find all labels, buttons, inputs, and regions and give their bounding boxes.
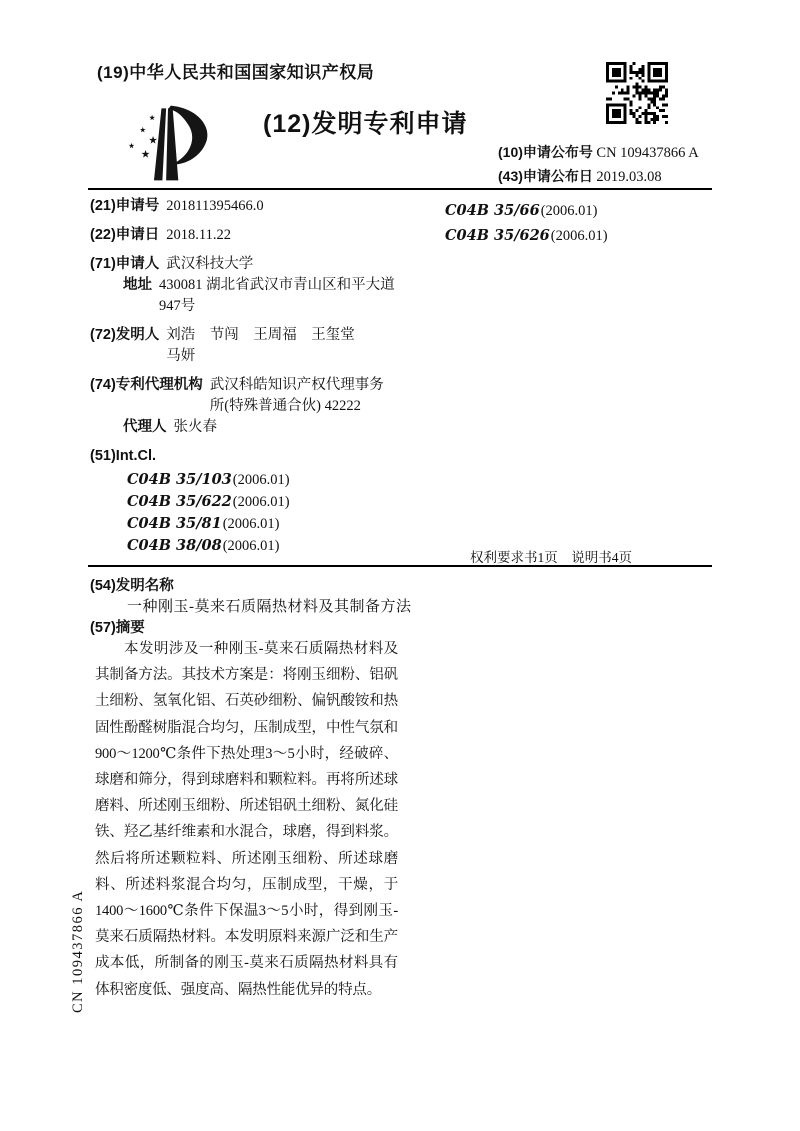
pub-date-label: (43)申请公布日 <box>498 168 593 184</box>
agent-value: 张火春 <box>173 419 217 435</box>
agent-label: 代理人 <box>123 419 167 435</box>
ipc-code: C04B 38/08 <box>127 537 222 554</box>
ipc-version: (2006.01) <box>550 227 608 244</box>
application-number-row <box>90 196 422 217</box>
publication-number-row <box>498 141 699 165</box>
inventors-label: (72)发明人 <box>90 327 160 343</box>
abstract-label: (57)摘要 <box>90 620 145 636</box>
agent-row <box>90 417 422 438</box>
invention-title-label: (54)发明名称 <box>90 578 174 594</box>
app-number-label: (21)申请号 <box>90 198 160 214</box>
publication-block <box>498 141 699 189</box>
agency-label: (74)专利代理机构 <box>90 377 203 393</box>
section-divider <box>88 565 712 567</box>
pub-number-label: (10)申请公布号 <box>498 144 593 160</box>
ipc-list-right <box>445 199 608 248</box>
ipc-entry <box>127 469 422 491</box>
ipc-version: (2006.01) <box>232 472 290 488</box>
invention-title: 一种刚玉-莫来石质隔热材料及其制备方法 <box>127 599 412 615</box>
ipc-entry <box>127 513 422 535</box>
ipc-entry <box>127 535 422 557</box>
app-date-value: 2018.11.22 <box>166 227 232 243</box>
ipc-entry <box>445 224 608 249</box>
applicant-row <box>90 254 422 275</box>
side-publication-code: CN 109437866 A <box>70 889 86 1013</box>
applicant-value: 武汉科技大学 <box>166 256 254 272</box>
ipc-code: C04B 35/626 <box>445 226 550 244</box>
applicant-label: (71)申请人 <box>90 256 160 272</box>
publication-date-row <box>498 165 699 189</box>
doc-type-title: (12)发明专利申请 <box>263 110 468 138</box>
intcl-row <box>90 446 422 467</box>
ipc-code: C04B 35/81 <box>127 515 222 532</box>
ipc-entry <box>127 491 422 513</box>
pub-date-value: 2019.03.08 <box>596 169 662 185</box>
abstract-text: 本发明涉及一种刚玉-莫来石质隔热材料及其制备方法。其技术方案是：将刚玉细粉、铝矾土细粉、氢氧化铝、石英砂细粉、偏钒酸铵和热固性酚醛树脂混合均匀，压制成型，中性气氛和900～1200℃条件下热处理3～5小时，经破碎、球磨和筛分，得到球磨料和颗粒料。再将所述球磨料、所述刚玉细粉、所述铝矾土细粉、氮化硅铁、羟乙基纤维素和水混合，球磨，得到料浆。然后将所述颗粒料、所述刚玉细粉、所述球磨料、所述料浆混合均匀，压制成型，干燥，于1400～1600℃条件下保温3～5小时，得到刚玉-莫来石质隔热材料。本发明原料来源广泛和生产成本低，所制备的刚玉-莫来石质隔热材料具有体积密度低、强度高、隔热性能优异的特点。 <box>95 641 398 998</box>
cnipa-logo-icon <box>116 100 220 186</box>
ipc-code: C04B 35/103 <box>127 471 232 488</box>
pages-info: 权利要求书1页 说明书4页 <box>470 550 632 565</box>
ipc-version: (2006.01) <box>222 516 280 532</box>
intcl-label: (51)Int.Cl. <box>90 448 157 464</box>
pub-number-value: CN 109437866 A <box>596 145 699 161</box>
ipc-code: C04B 35/622 <box>127 493 232 510</box>
address-value: 430081 湖北省武汉市青山区和平大道947号 <box>159 277 395 314</box>
app-date-label: (22)申请日 <box>90 227 160 243</box>
ipc-version: (2006.01) <box>222 538 280 554</box>
ipc-version: (2006.01) <box>232 494 290 510</box>
application-date-row <box>90 225 422 246</box>
ipc-version: (2006.01) <box>540 203 598 219</box>
qr-code <box>606 62 668 124</box>
header-divider <box>88 188 712 190</box>
agency-value: 武汉科皓知识产权代理事务所(特殊普通合伙) 42222 <box>209 377 384 414</box>
agency-row <box>90 375 422 417</box>
bibliographic-left-column <box>90 196 422 557</box>
ipc-list-left <box>90 469 422 557</box>
ipc-code: C04B 35/66 <box>445 202 540 219</box>
address-label: 地址 <box>123 277 152 293</box>
address-row <box>90 275 422 317</box>
office-name: (19)中华人民共和国国家知识产权局 <box>97 63 375 82</box>
ipc-entry <box>445 199 608 224</box>
app-number-value: 201811395466.0 <box>166 198 264 214</box>
inventors-value: 刘浩 节闯 王周福 王玺堂 马妍 <box>166 327 370 364</box>
inventors-row <box>90 325 422 367</box>
